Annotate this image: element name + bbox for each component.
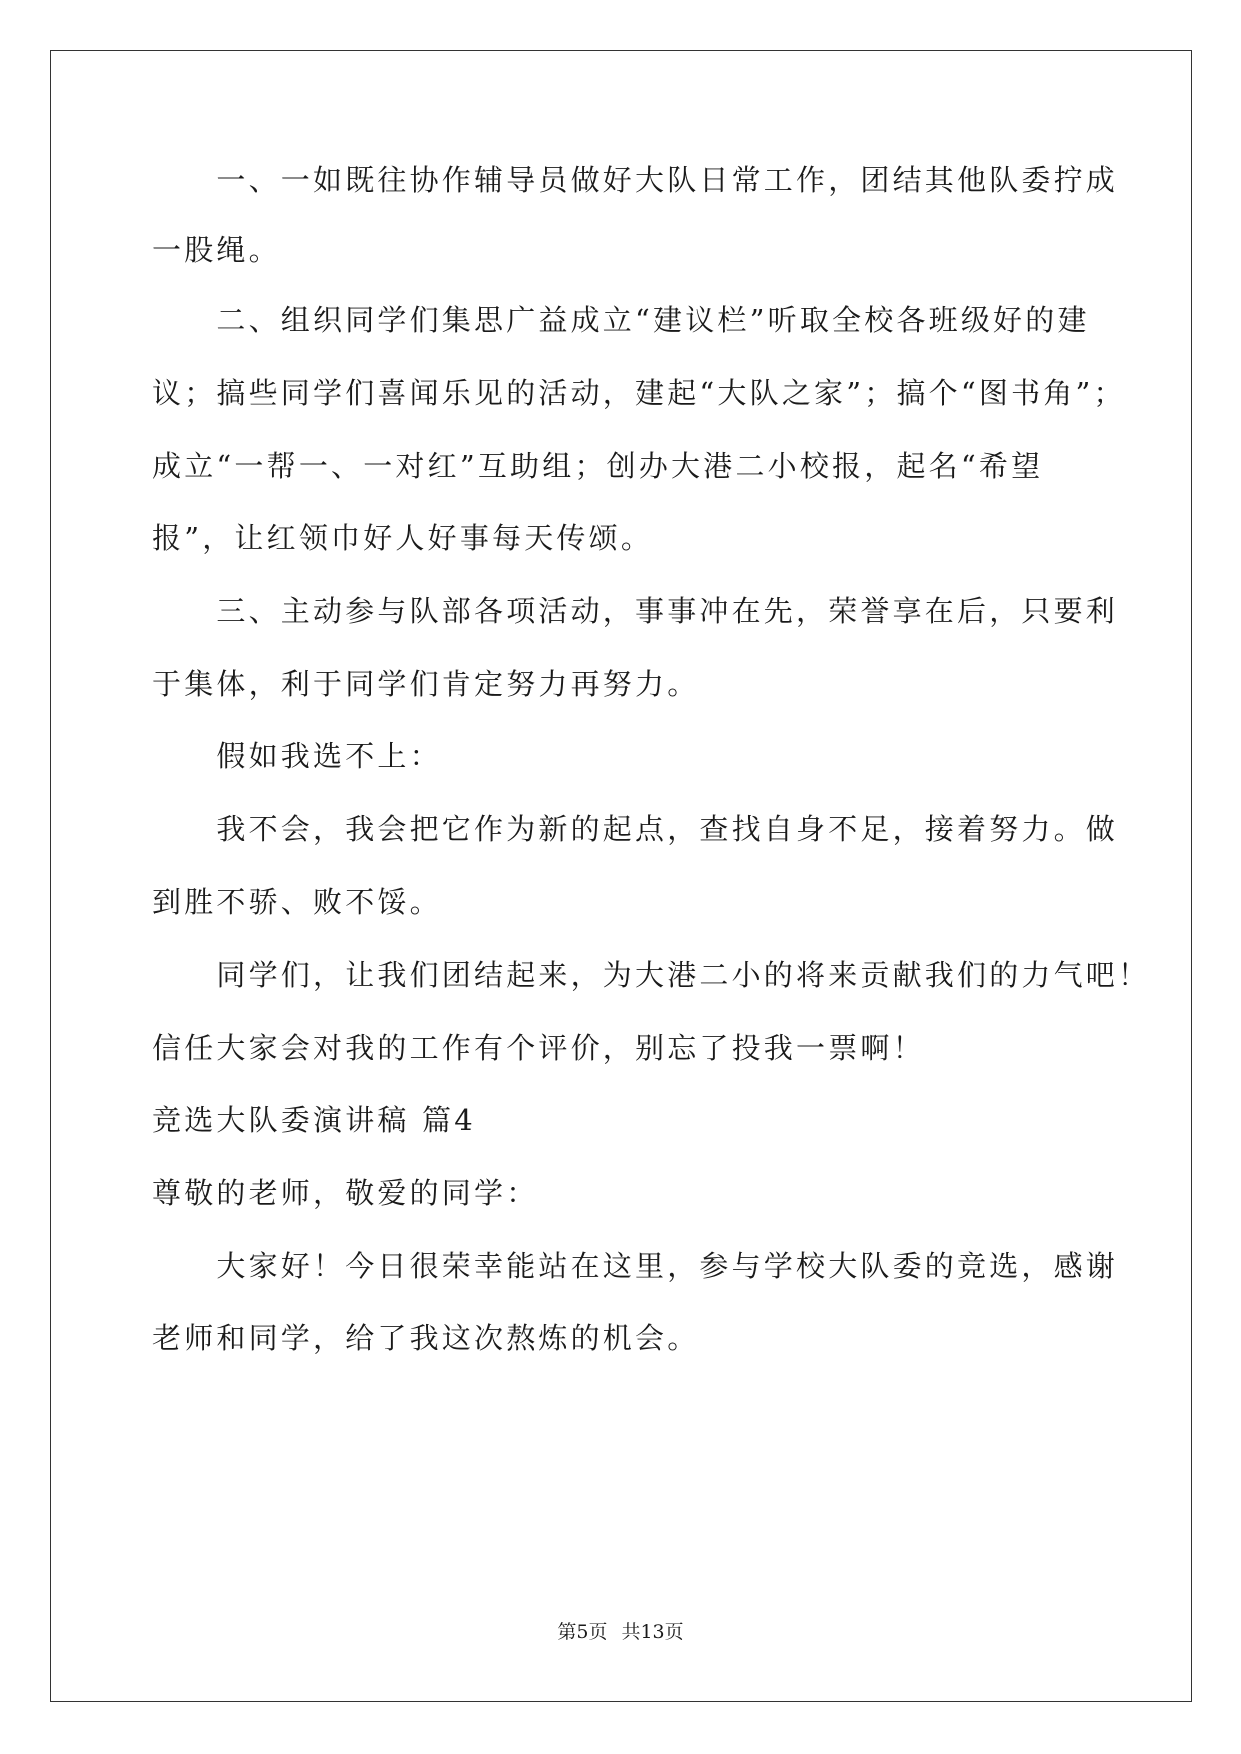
page-number: 第5页	[557, 1621, 608, 1643]
text-line: 大家好！今日很荣幸能站在这里，参与学校大队委的竞选，感谢	[152, 1249, 1119, 1283]
text-line: 我不会，我会把它作为新的起点，查找自身不足，接着努力。做	[152, 812, 1119, 846]
text-line: 同学们，让我们团结起来，为大港二小的将来贡献我们的力气吧！	[152, 958, 1151, 992]
text-line: 二、组织同学们集思广益成立“建议栏”听取全校各班级好的建	[152, 303, 1090, 337]
text-line: 一股绳。	[152, 233, 281, 267]
salutation: 尊敬的老师，敬爱的同学：	[152, 1176, 539, 1210]
text-line: 到胜不骄、败不馁。	[152, 885, 442, 919]
text-line: 老师和同学，给了我这次熬炼的机会。	[152, 1321, 700, 1355]
text-line: 三、主动参与队部各项活动，事事冲在先，荣誉享在后，只要利	[152, 594, 1119, 628]
page-footer	[0, 1620, 1241, 1644]
text-line: 议；搞些同学们喜闻乐见的活动，建起“大队之家”；搞个“图书角”；	[152, 376, 1126, 410]
page-total: 共13页	[621, 1621, 684, 1643]
text-line: 成立“一帮一、一对红”互助组；创办大港二小校报，起名“希望	[152, 449, 1044, 483]
text-line: 报”，让红领巾好人好事每天传颂。	[152, 521, 654, 555]
page-border	[50, 50, 1192, 1702]
text-line: 一、一如既往协作辅导员做好大队日常工作，团结其他队委拧成	[152, 163, 1119, 197]
text-line: 信任大家会对我的工作有个评价，别忘了投我一票啊！	[152, 1031, 925, 1065]
text-line: 于集体，利于同学们肯定努力再努力。	[152, 667, 700, 701]
text-line: 假如我选不上：	[152, 739, 442, 773]
section-heading: 竞选大队委演讲稿 篇4	[152, 1103, 476, 1137]
